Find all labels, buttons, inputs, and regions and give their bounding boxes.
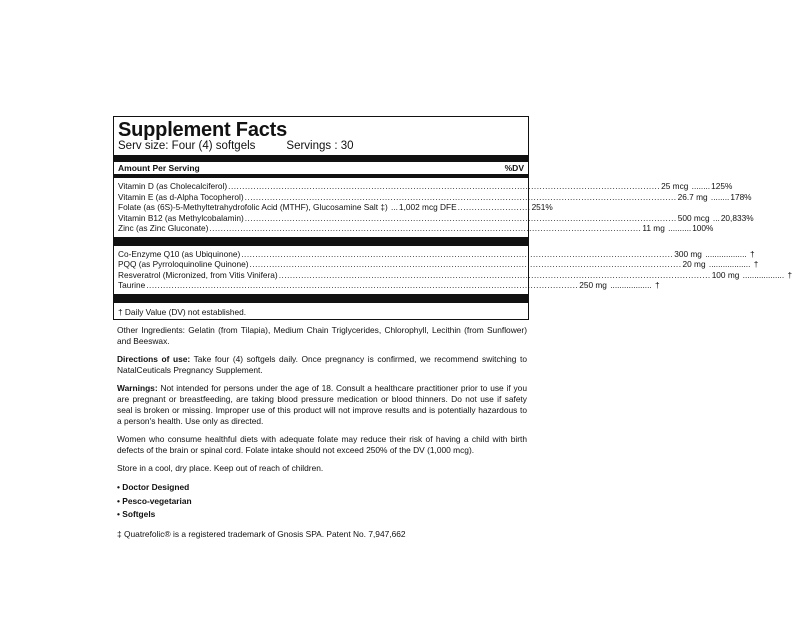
nutrient-amount: 11 mg — [642, 223, 665, 233]
nutrient-dv: 125% — [711, 181, 733, 191]
dv-footnote: † Daily Value (DV) not established. — [118, 306, 247, 317]
feature-item: • Pesco-vegetarian — [117, 495, 192, 506]
serving-info — [118, 140, 524, 153]
servings-count: Servings : 30 — [286, 140, 354, 152]
ingredient-row: PQQ (as Pyrroloquinoline Quinone) .......................................................................................................................................................... 20 mg .................. † — [118, 259, 759, 269]
storage-note: Store in a cool, dry place. Keep out of reach of children. — [117, 463, 324, 473]
nutrient-dv: 100% — [692, 223, 714, 233]
ingredient-amount: 20 mg — [682, 259, 706, 269]
nutrient-dv: 178% — [730, 191, 752, 202]
directions-text: Take four (4) softgels daily. Once pregnancy is confirmed, we recommend switching to NatalCeuticals Pregnancy Supplement. — [117, 354, 527, 375]
panel-title: Supplement Facts — [118, 119, 288, 141]
directions-label: Directions of use: — [117, 354, 191, 364]
ingredient-name: PQQ (as Pyrroloquinoline Quinone) — [118, 259, 249, 269]
amount-per-serving-label: Amount Per Serving — [118, 163, 200, 173]
other-ingredient-list — [118, 248, 792, 291]
ingredient-dv: † — [787, 269, 792, 280]
nutrient-name: Vitamin B12 (as Methylcobalamin) — [118, 212, 244, 223]
ingredient-name: Co-Enzyme Q10 (as Ubiquinone) — [118, 248, 241, 259]
other-ingredients: Other Ingredients: Gelatin (from Tilapia), Medium Chain Triglycerides, Chlorophyll, Lecithin (from Sunflower) and Beeswax. — [117, 325, 527, 346]
divider-thick — [114, 155, 528, 162]
nutrient-amount: 25 mcg — [661, 181, 689, 191]
nutrient-row: Vitamin B12 (as Methylcobalamin) .......................................................................................................................................................... 500 mcg ... 20,833% — [118, 212, 754, 223]
ingredient-dv: † — [753, 259, 759, 269]
nutrient-name: Vitamin E (as d-Alpha Tocopherol) — [118, 191, 244, 202]
serving-size: Serv size: Four (4) softgels — [118, 140, 256, 152]
warnings-text: Not intended for persons under the age of 18. Consult a healthcare practitioner prior to use if you are pregnant or breastfeeding, are taking blood pressure medication or blood thinners. Do not use if safety seal is broken or missing. Improper use of this product will not improve results and is potentially hazardous to a person's health. Use only as directed. — [117, 383, 527, 426]
divider-section — [114, 237, 528, 246]
ingredient-row: Co-Enzyme Q10 (as Ubiquinone) .......................................................................................................................................................... 300 mg .................. † — [118, 248, 755, 259]
ingredient-dv: † — [655, 280, 660, 290]
nutrient-name: Zinc (as Zinc Gluconate) — [118, 223, 209, 233]
ingredient-amount: 100 mg — [711, 269, 740, 280]
ingredient-name: Resveratrol (Micronized, from Vitis Vinifera) — [118, 269, 278, 280]
trademark-note: ‡ Quatrefolic® is a registered trademark of Gnosis SPA. Patent No. 7,947,662 — [117, 528, 406, 539]
nutrient-name: Vitamin D (as Cholecalciferol) — [118, 181, 228, 191]
feature-item: • Doctor Designed — [117, 482, 190, 492]
nutrient-amount: 500 mcg — [677, 212, 710, 223]
ingredient-row: Taurine .......................................................................................................................................................... 250 mg .................. † — [118, 280, 660, 290]
folate-note: Women who consume healthful diets with adequate folate may reduce their risk of having a child with birth defects of the brain or spinal cord. Folate intake should not exceed 250% of the DV (1,000 mcg). — [117, 434, 527, 455]
nutrient-dv: 251% — [531, 202, 553, 212]
feature-item: • Softgels — [117, 509, 156, 519]
directions — [117, 354, 527, 376]
nutrient-list — [118, 181, 754, 234]
nutrient-row: Zinc (as Zinc Gluconate) .......................................................................................................................................................... 11 mg .......... 100% — [118, 223, 714, 233]
nutrient-row: Folate (as (6S)-5-Methyltetrahydrofolic Acid (MTHF), Glucosamine Salt ‡) ... 1,002 mcg DFE .......................... 251% — [118, 202, 553, 212]
divider-footer — [114, 294, 528, 303]
nutrient-name: Folate (as (6S)-5-Methyltetrahydrofolic Acid (MTHF), Glucosamine Salt ‡) — [118, 202, 388, 212]
ingredient-row: Resveratrol (Micronized, from Vitis Vinifera) .......................................................................................................................................................... 100 mg .................. † — [118, 269, 792, 280]
nutrient-amount: 1,002 mcg DFE — [398, 202, 457, 212]
nutrient-amount: 26.7 mg — [677, 191, 708, 202]
warnings-label: Warnings: — [117, 383, 158, 393]
ingredient-amount: 300 mg — [674, 248, 702, 259]
amount-header-row — [118, 162, 524, 174]
dv-header: %DV — [504, 163, 524, 173]
nutrient-dv: 20,833% — [720, 212, 754, 223]
nutrient-row: Vitamin D (as Cholecalciferol) .......................................................................................................................................................... 25 mcg ........ 125% — [118, 181, 733, 191]
feature-list — [117, 481, 527, 522]
ingredient-amount: 250 mg — [579, 280, 607, 290]
supplement-facts-panel — [113, 116, 792, 320]
warnings — [117, 383, 527, 427]
ingredient-name: Taurine — [118, 280, 146, 290]
nutrient-row: Vitamin E (as d-Alpha Tocopherol) .......................................................................................................................................................... 26.7 mg ........ 178% — [118, 191, 752, 202]
ingredient-dv: † — [750, 248, 755, 259]
label-body-text — [117, 325, 527, 547]
